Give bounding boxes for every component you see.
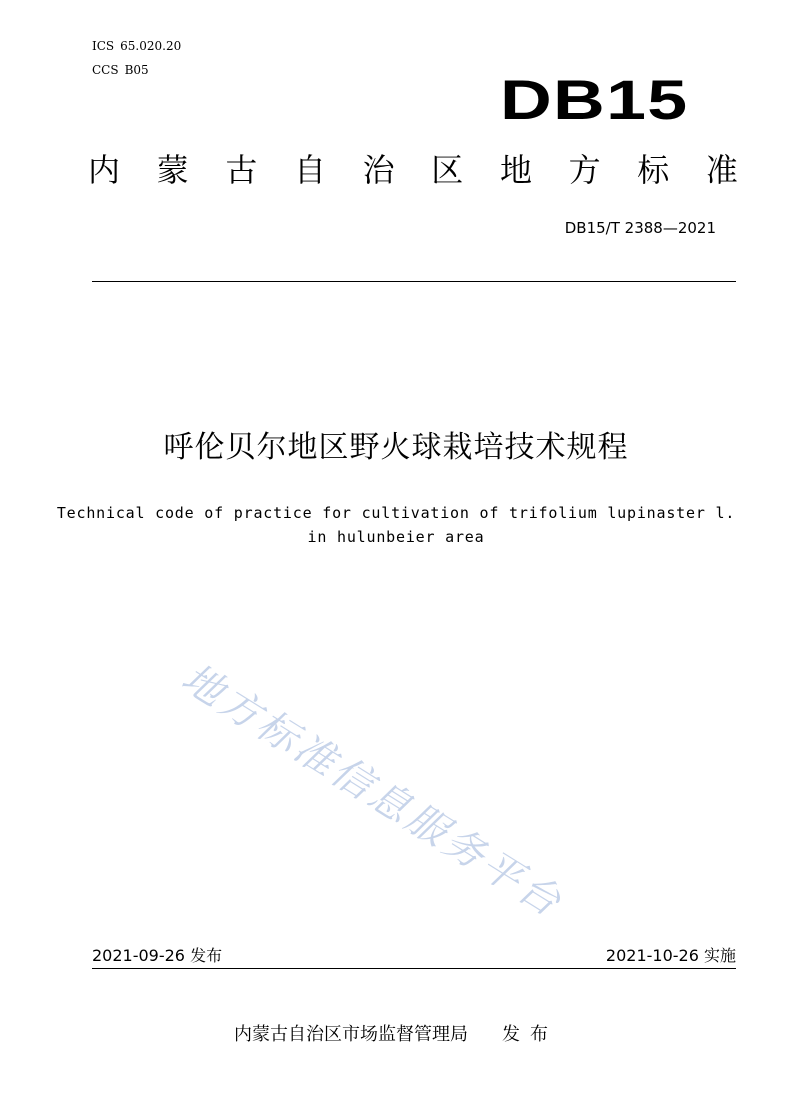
standard-type-char: 内 — [88, 151, 121, 189]
standard-mark: DB15 — [500, 68, 689, 131]
ics-value: 65.020.20 — [120, 39, 182, 53]
implementation-date: 2021-10-26 实施 — [605, 946, 736, 965]
issuer-action: 发布 — [502, 1024, 558, 1045]
standard-type-char: 标 — [637, 151, 670, 189]
standard-type — [88, 148, 738, 192]
ccs-label: CCS — [92, 63, 119, 77]
standard-number: DB15/T 2388—2021 — [564, 219, 716, 237]
standard-type-char: 古 — [225, 151, 258, 189]
standard-type-char: 地 — [499, 151, 532, 189]
title-chinese: 呼伦贝尔地区野火球栽培技术规程 — [163, 430, 629, 465]
standard-type-char: 蒙 — [156, 151, 189, 189]
title-english — [40, 501, 752, 549]
title-english-line2: in hulunbeier area — [307, 528, 485, 546]
watermark: 地方标准信息服务平台 — [173, 655, 572, 928]
title-english-line1: Technical code of practice for cultivation of trifolium lupinaster l. — [56, 504, 736, 522]
standard-type-char: 自 — [293, 151, 326, 189]
issue-date: 2021-09-26 发布 — [92, 946, 223, 965]
top-divider — [92, 281, 736, 282]
ics-label: ICS — [92, 39, 115, 53]
standard-type-char: 治 — [362, 151, 395, 189]
ccs-code — [92, 62, 155, 78]
issuer-line — [0, 1022, 792, 1048]
ics-code — [92, 38, 187, 54]
standard-type-char: 方 — [568, 151, 601, 189]
bottom-divider — [92, 968, 736, 969]
standard-type-char: 区 — [431, 151, 464, 189]
issuer-name: 内蒙古自治区市场监督管理局 — [234, 1024, 468, 1045]
standard-type-char: 准 — [705, 151, 738, 189]
ccs-value: B05 — [124, 63, 149, 77]
